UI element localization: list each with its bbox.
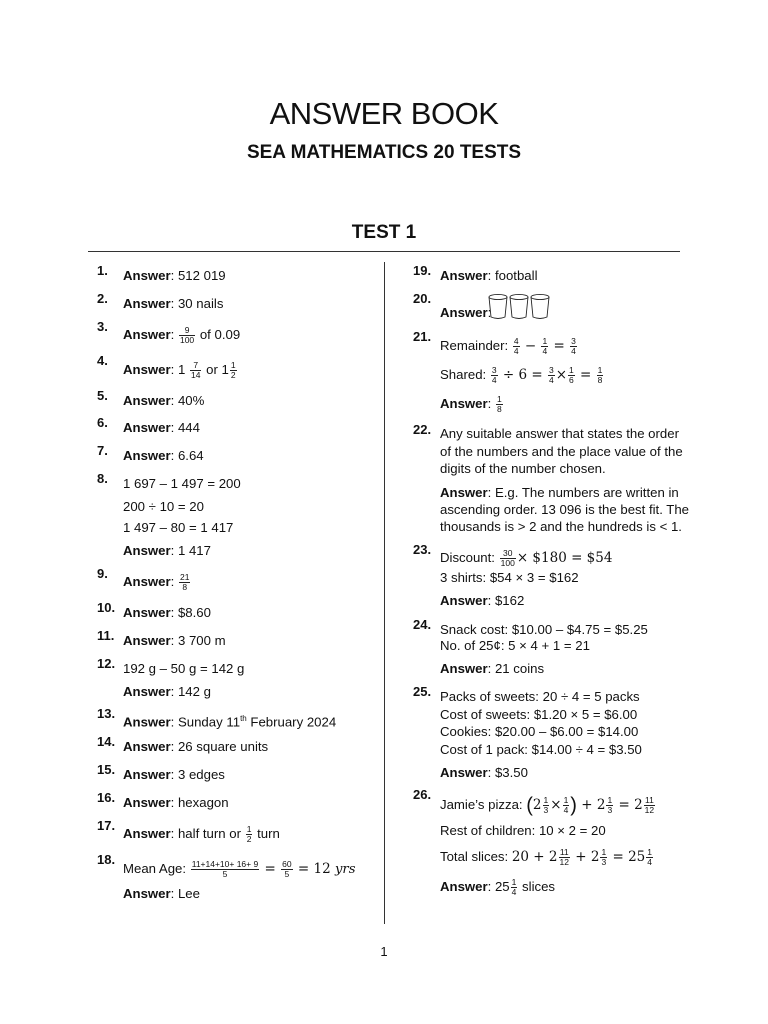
fraction: $\frac{1}{8}$ <box>496 394 502 414</box>
answer-line: Answer: 30 nails <box>123 296 224 311</box>
fraction: $\frac{21}{8}$ <box>179 572 190 592</box>
question-number: 12. <box>97 656 116 671</box>
question-number: 18. <box>97 852 116 867</box>
document-title: ANSWER BOOK <box>269 96 499 131</box>
heading-divider <box>88 251 680 252</box>
answer-line: Answer: 25 $\frac{1}{4}$ slices <box>440 877 556 897</box>
working-line: 3 shirts: $54 × 3 = $162 <box>440 570 579 585</box>
answer-line: Answer: 1 417 <box>123 543 211 558</box>
answer-line: Answer: 40% <box>123 393 205 408</box>
working-line: of the numbers and the place value of the <box>440 444 683 459</box>
answer-line: ascending order. 13 096 is the best fit. The <box>440 502 690 517</box>
question-number: 21. <box>413 329 432 344</box>
answer-line: Answer: $8.60 <box>123 605 211 620</box>
answer-line: Answer: 3 700 m <box>123 633 226 648</box>
question-number: 17. <box>97 818 116 833</box>
fraction: $\frac{1}{2}$ <box>246 824 252 844</box>
question-number: 25. <box>413 684 432 699</box>
question-number: 22. <box>413 422 432 437</box>
working-line: 200 ÷ 10 = 20 <box>123 499 204 514</box>
answer-line: Answer: half turn or $\frac{1}{2}$ turn <box>123 824 280 844</box>
question-number: 20. <box>413 291 432 306</box>
fraction: $\frac{9}{100}$ <box>179 325 195 345</box>
answer-line: thousands is > 2 and the hundreds is < 1. <box>440 519 682 534</box>
working-line: 1 697 – 1 497 = 200 <box>123 476 241 491</box>
answer-line: Answer: $\frac{1}{8}$ <box>440 394 502 414</box>
working-line: Shared: $\frac{3}{4}$ ÷ 6 = $\frac{3}{4}$ × $\frac{1}{6}$ = $\frac{1}{8}$ <box>440 365 603 385</box>
working-line: Cost of sweets: $1.20 × 5 = $6.00 <box>440 707 638 722</box>
answer-line: Answer: $\frac{9}{100}$ of 0.09 <box>123 325 241 345</box>
working-line: Cookies: $20.00 – $6.00 = $14.00 <box>440 724 639 739</box>
answer-line: Answer: 142 g <box>123 684 211 699</box>
working-line: Snack cost: $10.00 – $4.75 = $5.25 <box>440 622 648 637</box>
question-number: 15. <box>97 762 116 777</box>
answer-line: Answer: $\frac{21}{8}$ <box>123 572 190 592</box>
answer-line: Answer: 21 coins <box>440 661 545 676</box>
fraction: $\frac{60}{5}$ <box>282 859 292 879</box>
question-number: 8. <box>97 471 108 486</box>
answer-line: Answer: 512 019 <box>123 268 226 283</box>
working-line: digits of the number chosen. <box>440 461 606 476</box>
fraction: $\frac{30}{100}$ <box>500 548 515 568</box>
working-line: No. of 25¢: 5 × 4 + 1 = 21 <box>440 638 590 653</box>
answer-line: Answer: 6.64 <box>123 448 204 463</box>
question-number: 5. <box>97 388 108 403</box>
answer-line: Answer: 26 square units <box>123 739 269 754</box>
working-line: Jamie’s pizza: (2 $\frac{1}{3}$ × $\frac{1}{4}$ ) + 2 $\frac{1}{3}$ = 2 $\frac{11}{12}$ <box>440 794 655 817</box>
question-number: 26. <box>413 787 432 802</box>
question-number: 16. <box>97 790 116 805</box>
question-number: 19. <box>413 263 432 278</box>
question-number: 13. <box>97 706 116 721</box>
question-number: 2. <box>97 291 108 306</box>
working-line: Mean Age: $\frac{11+14+10+ 16+ 9}{5}$ = $\frac{60}{5}$ = 12 yrs <box>123 859 356 879</box>
question-number: 11. <box>97 628 115 643</box>
test-heading: TEST 1 <box>351 222 417 243</box>
question-number: 3. <box>97 319 108 334</box>
question-number: 23. <box>413 542 432 557</box>
answer-line: Answer: hexagon <box>123 795 229 810</box>
question-number: 7. <box>97 443 108 458</box>
document-subtitle: SEA MATHEMATICS 20 TESTS <box>246 142 522 163</box>
working-line: Cost of 1 pack: $14.00 ÷ 4 = $3.50 <box>440 742 642 757</box>
answer-line: Answer: $162 <box>440 593 525 608</box>
three-buckets-icon <box>488 293 550 321</box>
answer-line: Answer: Lee <box>123 886 200 901</box>
answer-line: Answer: 1 $\frac{7}{14}$ or 1 $\frac{1}{2}$ <box>123 360 236 380</box>
working-line: 192 g – 50 g = 142 g <box>123 661 245 676</box>
fraction: $\frac{11+14+10+ 16+ 9}{5}$ <box>191 859 259 879</box>
page-number: 1 <box>380 944 388 959</box>
answer-line: Answer: E.g. The numbers are written in <box>440 485 679 500</box>
working-line: Total slices: 20 + 2 $\frac{11}{12}$ + 2 $\frac{1}{3}$ = 25 $\frac{1}{4}$ <box>440 847 652 867</box>
column-divider <box>384 262 385 924</box>
answer-line: Answer: Sunday 11th February 2024 <box>123 714 337 730</box>
working-line: Remainder: $\frac{4}{4}$ − $\frac{1}{4}$ = $\frac{3}{4}$ <box>440 336 576 356</box>
answer-line: Answer: football <box>440 268 538 283</box>
question-number: 14. <box>97 734 116 749</box>
fraction: $\frac{1}{2}$ <box>230 360 236 380</box>
answer-line: Answer: 3 edges <box>123 767 225 782</box>
answer-line: Answer: <box>440 305 492 320</box>
working-line: Packs of sweets: 20 ÷ 4 = 5 packs <box>440 689 640 704</box>
working-line: Rest of children: 10 × 2 = 20 <box>440 823 606 838</box>
working-line: Any suitable answer that states the order <box>440 426 679 441</box>
question-number: 4. <box>97 353 108 368</box>
question-number: 10. <box>97 600 116 615</box>
question-number: 1. <box>97 263 108 278</box>
question-number: 9. <box>97 566 108 581</box>
working-line: Discount: $\frac{30}{100}$ × $180 = $54 <box>440 548 613 568</box>
working-line: 1 497 – 80 = 1 417 <box>123 520 234 535</box>
fraction: $\frac{7}{14}$ <box>190 360 201 380</box>
question-number: 24. <box>413 617 432 632</box>
answer-line: Answer: $3.50 <box>440 765 528 780</box>
answer-line: Answer: 444 <box>123 420 200 435</box>
question-number: 6. <box>97 415 108 430</box>
